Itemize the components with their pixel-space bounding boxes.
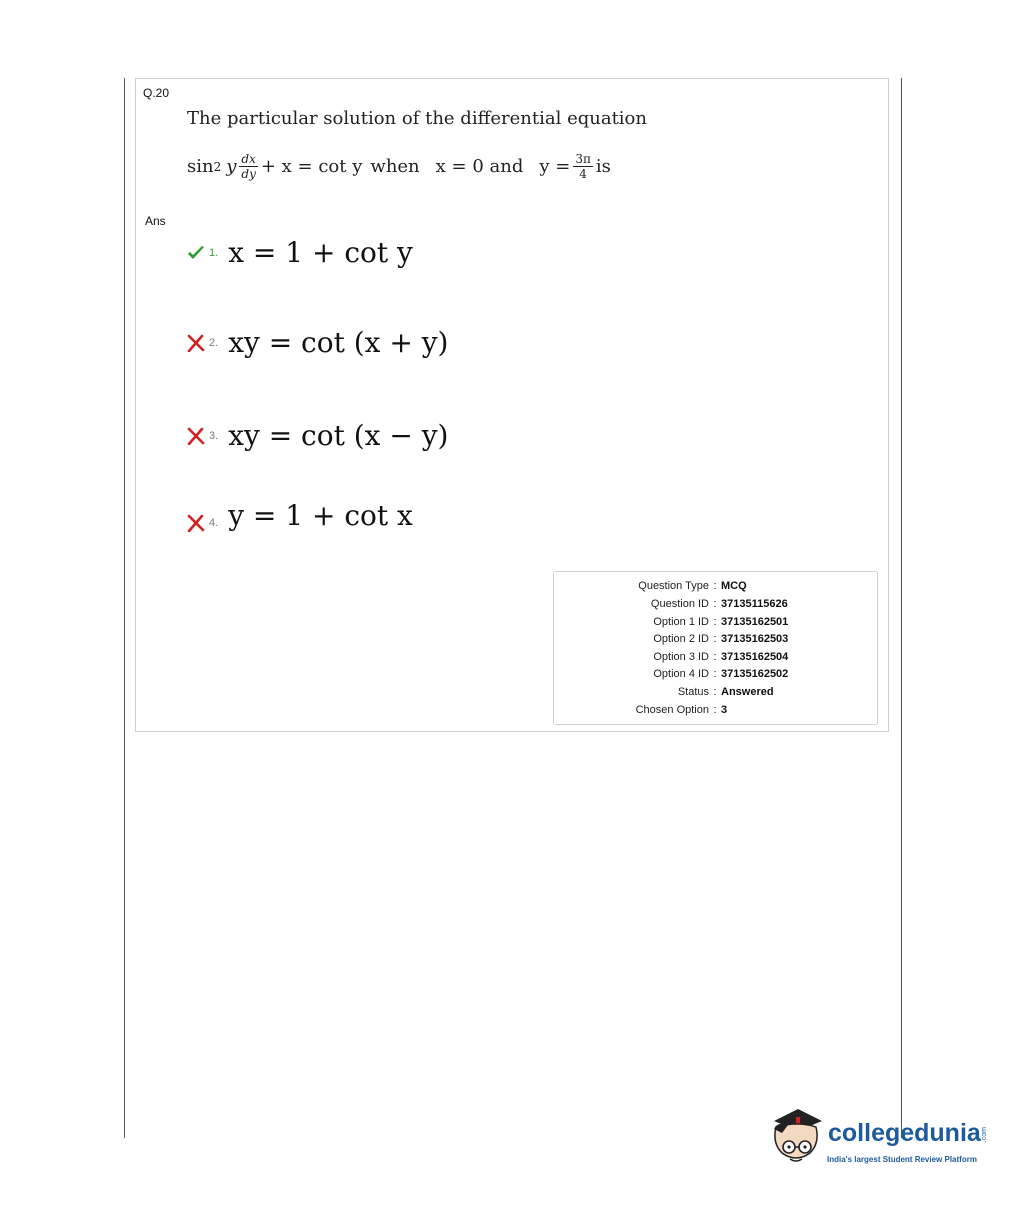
cross-icon [186, 514, 206, 532]
question-text: The particular solution of the differential equation [187, 108, 647, 129]
option-1[interactable] [186, 236, 413, 269]
eq-pi-num: 3π [575, 152, 591, 166]
eq-derivative-den: dy [241, 167, 256, 181]
info-option2-id: Option 2 ID : 37135162503 [653, 633, 789, 645]
option-1-number: 1. [209, 246, 219, 259]
answer-label: Ans [145, 214, 166, 228]
eq-rhs: + x = cot y [260, 156, 363, 177]
logo-tagline: India's largest Student Review Platform [827, 1155, 977, 1164]
question-info-panel [553, 571, 878, 725]
option-2[interactable] [186, 326, 448, 359]
collegedunia-logo [768, 1103, 998, 1178]
eq-pi-den: 4 [579, 167, 587, 181]
option-4-math: y = 1 + cot x [228, 499, 413, 532]
checkmark-icon [186, 244, 206, 262]
info-option3-id: Option 3 ID : 37135162504 [653, 651, 789, 663]
option-1-math: x = 1 + cot y [228, 236, 413, 269]
question-equation [187, 152, 611, 181]
logo-suffix: .com [981, 1127, 988, 1143]
info-question-type: Question Type : MCQ [638, 580, 747, 592]
page-left-border [124, 78, 125, 1138]
eq-sin-exponent: 2 [213, 159, 222, 174]
option-2-math: xy = cot (x + y) [228, 326, 449, 359]
logo-wordmark: collegedunia [828, 1119, 981, 1147]
question-number: Q.20 [143, 86, 170, 100]
mascot-icon [768, 1103, 826, 1173]
info-status: Status : Answered [677, 686, 774, 698]
option-4[interactable] [186, 499, 413, 532]
eq-derivative [239, 152, 257, 181]
info-option4-id: Option 4 ID : 37135162502 [653, 668, 789, 680]
eq-pi-fraction [573, 152, 593, 181]
eq-cond-y: y = [539, 156, 571, 177]
cross-icon [186, 334, 206, 352]
info-chosen-option: Chosen Option : 3 [635, 704, 728, 716]
eq-is: is [595, 156, 611, 177]
option-4-number: 4. [209, 516, 219, 529]
option-2-number: 2. [209, 336, 219, 349]
option-3-math: xy = cot (x − y) [228, 419, 449, 452]
cross-icon [186, 427, 206, 445]
eq-y: y [226, 156, 237, 177]
option-3-number: 3. [209, 429, 219, 442]
option-3[interactable] [186, 419, 448, 452]
info-question-id: Question ID : 37135115626 [650, 598, 788, 610]
eq-derivative-num: dx [241, 152, 256, 166]
page-right-border [901, 78, 902, 1138]
eq-when: when [370, 156, 420, 177]
eq-cond-x: x = 0 and [435, 156, 524, 177]
info-option1-id: Option 1 ID : 37135162501 [653, 616, 789, 628]
eq-sin: sin [187, 156, 214, 177]
